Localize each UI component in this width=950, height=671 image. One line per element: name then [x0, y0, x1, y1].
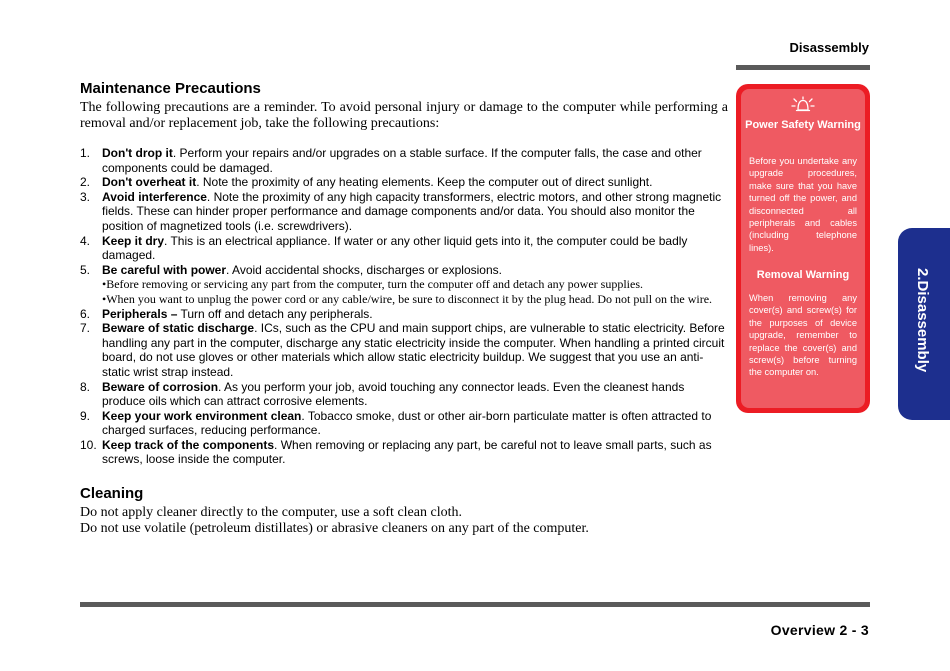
item-number: 4. — [80, 233, 91, 248]
item-number: 6. — [80, 306, 91, 321]
power-bullet: •Before removing or servicing any part from the computer, turn the computer off and detach any power supplies. — [102, 277, 643, 292]
item-heading: Be careful with power — [102, 262, 227, 277]
chapter-tab-label: 2.Disassembly — [914, 268, 931, 373]
item-text: . Note the proximity of any high capacity transformers, electric motors, and other strong magnetic fields. These can hinder proper performance and damage components and/or data. You should also monitor the position of magnetized tools (i.e. screwdrivers). — [102, 189, 722, 233]
item-heading: Don't drop it — [102, 146, 173, 160]
power-bullet: •When you want to unplug the power cord or any cable/wire, be sure to disconnect it by the plug head. Do not pull on the wire. — [102, 291, 713, 306]
item-heading: Keep it dry — [102, 233, 165, 248]
item-number: 1. — [80, 146, 91, 160]
power-warning-text: Before you undertake any upgrade procedures, make sure that you have turned off the power, and disconnected all peripherals and cables (including telephone lines). — [749, 156, 857, 253]
item-text: . Avoid accidental shocks, discharges or explosions. — [226, 262, 502, 277]
list-item — [80, 307, 728, 322]
item-heading: Avoid interference — [102, 189, 207, 204]
item-heading: Peripherals – — [102, 306, 178, 321]
item-number: 8. — [80, 379, 91, 394]
warning-box — [736, 84, 870, 413]
item-number: 9. — [80, 408, 91, 423]
item-text: . When removing or replacing any part, be careful not to leave small parts, such as screws, loose inside the computer. — [102, 437, 712, 467]
list-item — [80, 321, 728, 379]
removal-warning-text: When removing any cover(s) and screw(s) for the purposes of device upgrade, remember to replace the cover(s) and screw(s) before turning the computer on. — [749, 293, 857, 378]
list-item — [80, 234, 728, 263]
list-item — [80, 190, 728, 234]
item-text: . This is an electrical appliance. If water or any other liquid gets into it, the computer could be badly damaged. — [102, 233, 688, 263]
item-heading: Keep track of the components — [102, 437, 275, 452]
list-item — [80, 409, 728, 438]
footer-rule — [80, 602, 870, 607]
list-item — [80, 175, 728, 190]
header-section-title: Disassembly — [789, 40, 869, 55]
item-heading: Don't overheat it — [102, 175, 197, 190]
maintenance-intro: The following precautions are a reminder. To avoid personal injury or damage to the computer while performing a removal and/or replacement job, take the following precautions: — [80, 100, 728, 131]
item-heading: Beware of corrosion — [102, 379, 219, 394]
list-item — [80, 380, 728, 409]
warning-box-inner — [741, 89, 865, 408]
header-rule — [736, 65, 870, 70]
cleaning-title: Cleaning — [80, 485, 144, 502]
item-number: 10. — [80, 437, 97, 452]
list-item — [80, 146, 728, 175]
maintenance-title: Maintenance Precautions — [80, 80, 261, 97]
item-number: 2. — [80, 175, 91, 190]
footer-page-label: Overview 2 - 3 — [770, 622, 869, 638]
item-number: 3. — [80, 189, 91, 204]
cleaning-line-2: Do not use volatile (petroleum distillates) or abrasive cleaners on any part of the computer. — [80, 521, 589, 536]
item-text: Turn off and detach any peripherals. — [177, 306, 373, 321]
item-number: 5. — [80, 262, 91, 277]
item-text: . Note the proximity of any heating elements. Keep the computer out of direct sunlight. — [196, 175, 653, 190]
list-item — [80, 263, 728, 278]
item-heading: Beware of static discharge — [102, 321, 255, 336]
removal-warning-title: Removal Warning — [756, 269, 850, 281]
item-number: 7. — [80, 321, 91, 336]
item-text: . Tobacco smoke, dust or other air-born particulate matter is often attracted to charged surfaces, reducing performance. — [102, 408, 712, 438]
precautions-list — [80, 146, 728, 467]
item-text: . As you perform your job, avoid touching any connector leads. Even the cleanest hands produce oils which can attract corrosive elements. — [102, 379, 685, 409]
cleaning-line-1: Do not apply cleaner directly to the computer, use a soft clean cloth. — [80, 505, 462, 520]
power-warning-title: Power Safety Warning — [745, 119, 861, 131]
item-text: . ICs, such as the CPU and main support chips, are vulnerable to static electricity. Before handling any part in the computer, discharge any static electricity inside the computer. When handling a printed circuit board, do not use gloves or other materials which allow static electricity buildup. We suggest that you use an anti-static wrist strap instead. — [102, 321, 725, 379]
list-item — [80, 438, 728, 467]
chapter-tab[interactable] — [898, 228, 950, 420]
item-text: . Perform your repairs and/or upgrades on a stable surface. If the computer falls, the case and other components could be damaged. — [102, 146, 702, 175]
warning-bell-icon — [790, 95, 816, 120]
item-heading: Keep your work environment clean — [102, 408, 302, 423]
